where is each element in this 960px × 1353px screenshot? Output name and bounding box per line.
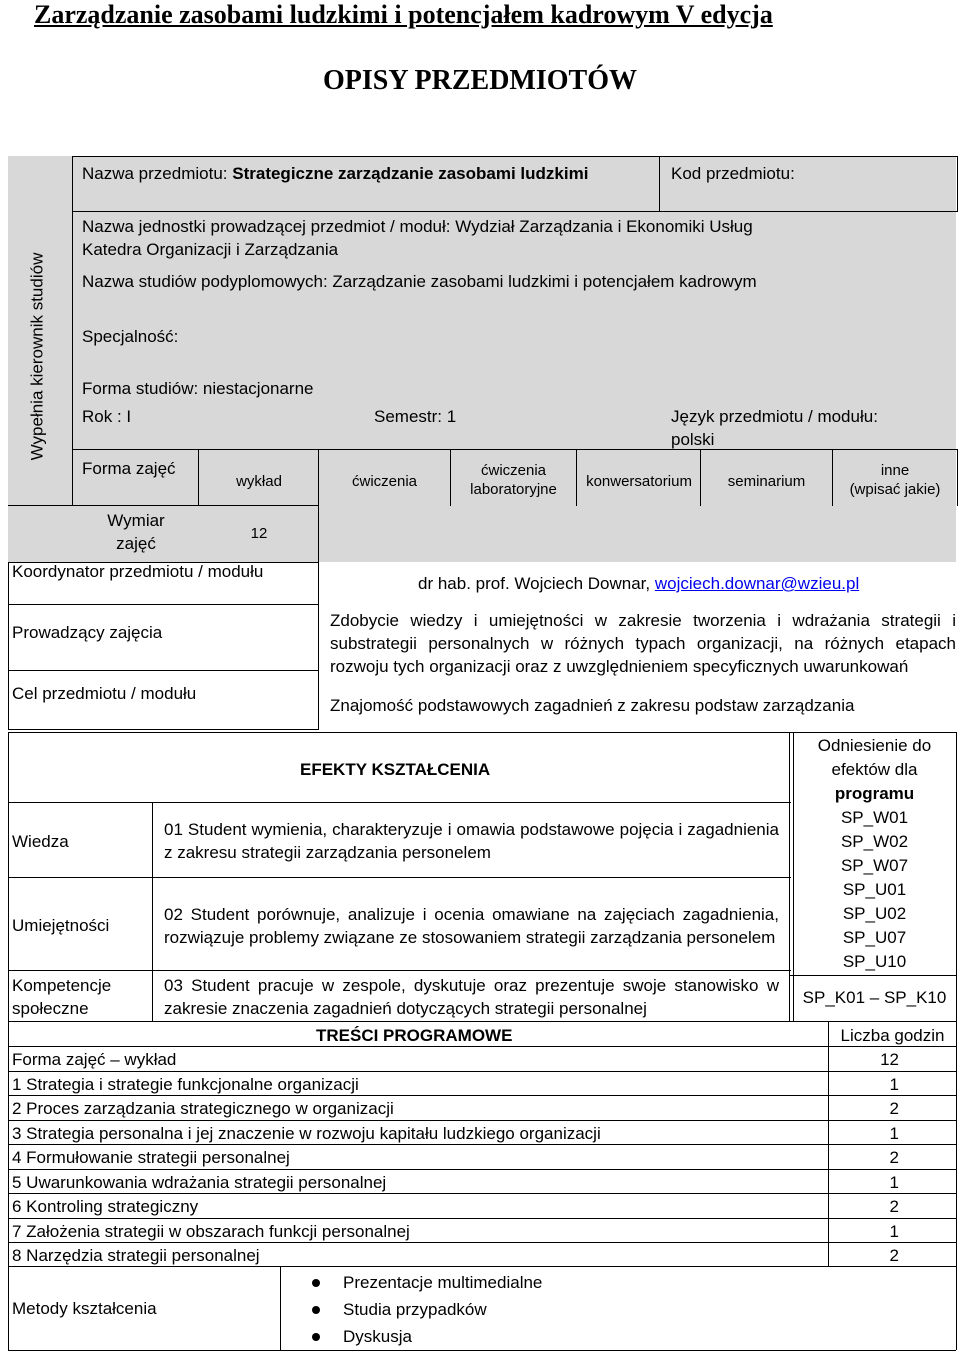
language-label: Język przedmiotu / modułu: (671, 407, 878, 426)
coordinator-name: dr hab. prof. Wojciech Downar, (418, 574, 651, 593)
program-hours-header: Liczba godzin (840, 1026, 945, 1045)
outcomes-row-2-border (8, 970, 791, 971)
program-hours: 1 (889, 1222, 899, 1241)
edition-title: Zarządzanie zasobami ludzkimi i potencjałem kadrowym V edycja (34, 0, 773, 29)
course-name-value: Strategiczne zarządzanie zasobami ludzkimi (232, 164, 589, 183)
side-panel-right-border (72, 156, 73, 506)
goal-text: Zdobycie wiedzy i umiejętności w zakresie tworzenia i wdrażania strategii i substrategii personalnych w różnych typach organizacji, na różnych etapach rozwoju tych organizacji oraz z uwzględnieniem specyficznych uwarunkowań (330, 611, 956, 676)
hours-label-1: Wymiar (107, 511, 165, 530)
course-code-label: Kod przedmiotu: (671, 164, 795, 183)
details-left-border (8, 562, 9, 730)
outcome-2-text: 02 Student porównuje, analizuje i ocenia omawiane na zajęciach zagadnienia, rozwiązuje problemy związane ze stosowaniem strategii zarządzania personelem (164, 905, 779, 947)
course-row-bottom-border (72, 211, 958, 212)
course-name-label (82, 162, 588, 185)
reference-header-2: efektów dla (831, 760, 918, 779)
bullet-icon (312, 1279, 320, 1287)
outcome-2-code-2: SP_U02 (842, 904, 907, 923)
program-right-border (956, 1022, 957, 1266)
outcomes-codes-border (790, 975, 957, 976)
specialty: Specjalność: (82, 327, 179, 346)
lecture-hours: 12 (250, 525, 268, 542)
bullet-icon (312, 1306, 320, 1314)
program-hours: 2 (889, 1246, 899, 1265)
semester: Semestr: 1 (374, 407, 457, 426)
language-value: polski (671, 430, 715, 449)
side-label: Wypełnia kierownik studiów (27, 252, 47, 461)
program-topic: 3 Strategia personalna i jej znaczenie w rozwoju kapitału ludzkiego organizacji (12, 1124, 601, 1143)
year: Rok : I (82, 407, 132, 426)
details-bottom-border (8, 729, 319, 730)
outcome-1-code-3: SP_W07 (840, 856, 909, 875)
reference-header-1: Odniesienie do (817, 736, 932, 755)
program-topic: 1 Strategia i strategie funkcjonalne organizacji (12, 1075, 359, 1094)
program-topic: 6 Kontroling strategiczny (12, 1197, 199, 1216)
outcomes-bottom-border (8, 1021, 956, 1022)
outcome-1-text: 01 Student wymienia, charakteryzuje i omawia podstawowe pojęcia i zagadnienia z zakresu strategii zarządzania personelem (164, 820, 779, 862)
outcomes-right-border (956, 732, 957, 1022)
method-item: Studia przypadków (343, 1300, 487, 1319)
coordinator-value (418, 572, 859, 595)
class-type-lab-2: laboratoryjne (470, 481, 557, 498)
outcome-3-category-2: społeczne (12, 999, 89, 1018)
program-hours: 12 (880, 1050, 899, 1069)
goal-label: Cel przedmiotu / modułu (12, 684, 197, 703)
details-row-2-border (8, 670, 319, 671)
outcome-2-category: Umiejętności (12, 916, 110, 935)
outcome-3-category-1: Kompetencje (12, 976, 112, 995)
classes-col-right (957, 449, 958, 506)
unit-line-2: Katedra Organizacji i Zarządzania (82, 240, 339, 259)
course-name-label-text: Nazwa przedmiotu: (82, 164, 228, 183)
outcome-2-code-1: SP_U01 (842, 880, 907, 899)
classes-col-2 (318, 449, 319, 562)
program-row-1-border (8, 1071, 956, 1072)
program-hours: 2 (889, 1197, 899, 1216)
instructor-label: Prowadzący zajęcia (12, 623, 163, 642)
form-top-border (72, 156, 958, 157)
hours-label-2: zajęć (116, 534, 156, 553)
class-type-conversatory: konwersatorium (586, 473, 692, 490)
class-type-seminar: seminarium (727, 473, 806, 490)
program-title: TREŚCI PROGRAMOWE (316, 1026, 513, 1045)
outcome-3-code: SP_K01 – SP_K10 (802, 988, 947, 1007)
outcome-1-category: Wiedza (12, 832, 69, 851)
methods-bottom-border (8, 1350, 956, 1351)
code-cell-left-border (659, 156, 660, 211)
methods-right-border (956, 1266, 957, 1350)
outcome-3-text: 03 Student pracuje w zespole, dyskutuje oraz prezentuje swoje stanowisko w zakresie znaczenia zagadnień dotyczących strategii personalnej (164, 976, 779, 1018)
outcome-1-code-1: SP_W01 (840, 808, 909, 827)
program-row-7-border (8, 1218, 956, 1219)
form-right-border (957, 156, 958, 212)
program-hours: 2 (889, 1099, 899, 1118)
program-topic: 4 Formułowanie strategii personalnej (12, 1148, 290, 1167)
classes-table-top (72, 449, 958, 450)
classes-form-label: Forma zajęć (82, 459, 176, 478)
program-topic: Forma zajęć – wykład (12, 1050, 177, 1069)
outcomes-top-border (8, 732, 956, 733)
method-item: Dyskusja (343, 1327, 412, 1346)
studies-name: Nazwa studiów podyplomowych: Zarządzanie zasobami ludzkimi i potencjałem kadrowym (82, 272, 757, 291)
prerequisites-text: Znajomość podstawowych zagadnień z zakresu podstaw zarządzania (330, 696, 855, 715)
program-topic: 7 Założenia strategii w obszarach funkcji personalnej (12, 1222, 410, 1241)
classes-table-mid (8, 505, 319, 506)
program-topic: 8 Narzędzia strategii personalnej (12, 1246, 260, 1265)
class-type-lecture: wykład (236, 473, 282, 490)
coordinator-label: Koordynator przedmiotu / modułu (12, 562, 264, 581)
study-form: Forma studiów: niestacjonarne (82, 379, 314, 398)
coordinator-email-link[interactable]: wojciech.downar@wzieu.pl (654, 574, 860, 593)
unit-line-1: Nazwa jednostki prowadzącej przedmiot / moduł: Wydział Zarządzania i Ekonomiki Usług (82, 217, 753, 236)
program-hours: 1 (889, 1124, 899, 1143)
bullet-icon (312, 1333, 320, 1341)
program-hours: 1 (889, 1075, 899, 1094)
methods-left-border (8, 1266, 9, 1350)
program-row-3-border (8, 1120, 956, 1121)
section-title: OPISY PRZEDMIOTÓW (323, 65, 637, 96)
details-row-1-border (8, 604, 319, 605)
class-type-exercises: ćwiczenia (351, 473, 418, 490)
class-type-other-2: (wpisać jakie) (849, 481, 941, 498)
methods-label: Metody kształcenia (12, 1299, 157, 1318)
outcome-2-code-3: SP_U07 (842, 928, 907, 947)
class-type-other-1: inne (880, 462, 910, 479)
outcomes-row-1-border (8, 877, 791, 878)
program-topic: 2 Proces zarządzania strategicznego w organizacji (12, 1099, 394, 1118)
outcomes-category-border (152, 802, 153, 1022)
outcome-1-code-2: SP_W02 (840, 832, 909, 851)
program-row-5-border (8, 1169, 956, 1170)
methods-mid-border (280, 1266, 281, 1350)
method-item: Prezentacje multimedialne (343, 1273, 543, 1292)
class-type-lab-1: ćwiczenia (480, 462, 547, 479)
program-topic: 5 Uwarunkowania wdrażania strategii personalnej (12, 1173, 387, 1192)
outcomes-title: EFEKTY KSZTAŁCENIA (300, 760, 491, 779)
program-hours: 2 (889, 1148, 899, 1167)
details-mid-border (318, 562, 319, 730)
program-hours: 1 (889, 1173, 899, 1192)
reference-header-3: programu (834, 784, 915, 803)
outcomes-header-border (8, 802, 791, 803)
outcome-2-code-4: SP_U10 (842, 952, 907, 971)
